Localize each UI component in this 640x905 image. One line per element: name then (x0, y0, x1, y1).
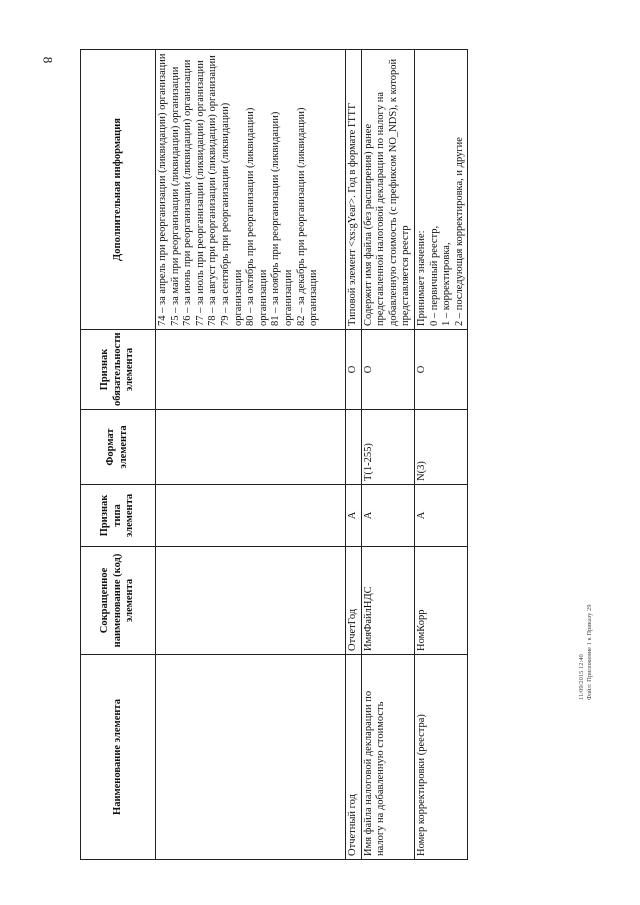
info-item: 76 – за июнь при реорганизации (ликвидации) организации (182, 59, 194, 326)
footer-line: 11/09/2015 12:40 (578, 654, 585, 700)
cell-type: А (346, 485, 362, 547)
cell-format: T(1-255) (361, 410, 414, 485)
cell-code: ИмяФайлНДС (361, 547, 414, 655)
table-row-continuation (156, 50, 346, 860)
info-item: 81 – за ноябрь при реорганизации (ликвидации) организации (270, 111, 294, 326)
cell-required: О (414, 330, 467, 410)
info-item: 2 – последующая корректировка, и другие (453, 137, 465, 326)
cell-info (414, 50, 467, 330)
info-item: 79 – за сентябрь при реорганизации (ликвидации) организации (219, 102, 244, 326)
header-element-name: Наименование элемента (81, 655, 156, 860)
cell-name: Имя файла налоговой декларации по налогу на добавленную стоимость (361, 655, 414, 860)
info-item: Принимает значение: (415, 230, 427, 326)
info-item: 82 – за декабрь при реорганизации (ликвидации) организации (295, 107, 320, 326)
info-item: 74 – за апрель при реорганизации (ликвидации) организации (157, 53, 168, 326)
cell-name: Номер корректировки (реестра) (414, 655, 467, 860)
cell-info: Типовой элемент <xs:gYear>. Год в формате ГГГГ (346, 50, 362, 330)
info-item: 1 – корректировка, (441, 242, 453, 326)
cell-type: А (361, 485, 414, 547)
elements-table (80, 49, 468, 860)
cell-name: Отчетный год (346, 655, 362, 860)
table-row (414, 50, 467, 860)
footer-stamp (578, 604, 594, 700)
cell-format (346, 410, 362, 485)
cell-code: ОтчетГод (346, 547, 362, 655)
header-type: Признак типа элемента (81, 485, 156, 547)
cell-type: А (414, 485, 467, 547)
table-row (346, 50, 362, 860)
cell-empty (156, 655, 346, 860)
page-number: 8 (40, 56, 56, 64)
header-additional-info: Дополнительная информация (81, 50, 156, 330)
rotated-table-container (80, 50, 560, 860)
header-required: Признак обязательности элемента (81, 330, 156, 410)
cell-continuation-info (156, 50, 346, 330)
cell-code: НомКорр (414, 547, 467, 655)
header-format: Формат элемента (81, 410, 156, 485)
cell-empty (156, 330, 346, 410)
info-item: 77 – за июль при реорганизации (ликвидации) организации (194, 60, 206, 326)
table-row (361, 50, 414, 860)
table-header-row (81, 50, 156, 860)
info-item: 0 – первичный реестр, (428, 225, 440, 326)
cell-empty (156, 485, 346, 547)
cell-empty (156, 410, 346, 485)
header-short-code: Сокращенное наименование (код) элемента (81, 547, 156, 655)
cell-required: О (346, 330, 362, 410)
cell-required: О (361, 330, 414, 410)
footer-line: Файл: Приложение 1 к Приказу 29 (585, 604, 593, 700)
info-item: 80 – за октябрь при реорганизации (ликвидации) организации (245, 107, 269, 326)
cell-info: Содержит имя файла (без расширения) ранее представленной налоговой декларации по налогу на добавленную стоимость (с префиксом NO_NDS), к которой представляется реестр (361, 50, 414, 330)
info-item: 78 – за август при реорганизации (ликвидации) организации (207, 55, 219, 326)
info-item: 75 – за май при реорганизации (ликвидации) организации (169, 66, 181, 326)
cell-format: N(3) (414, 410, 467, 485)
cell-empty (156, 547, 346, 655)
